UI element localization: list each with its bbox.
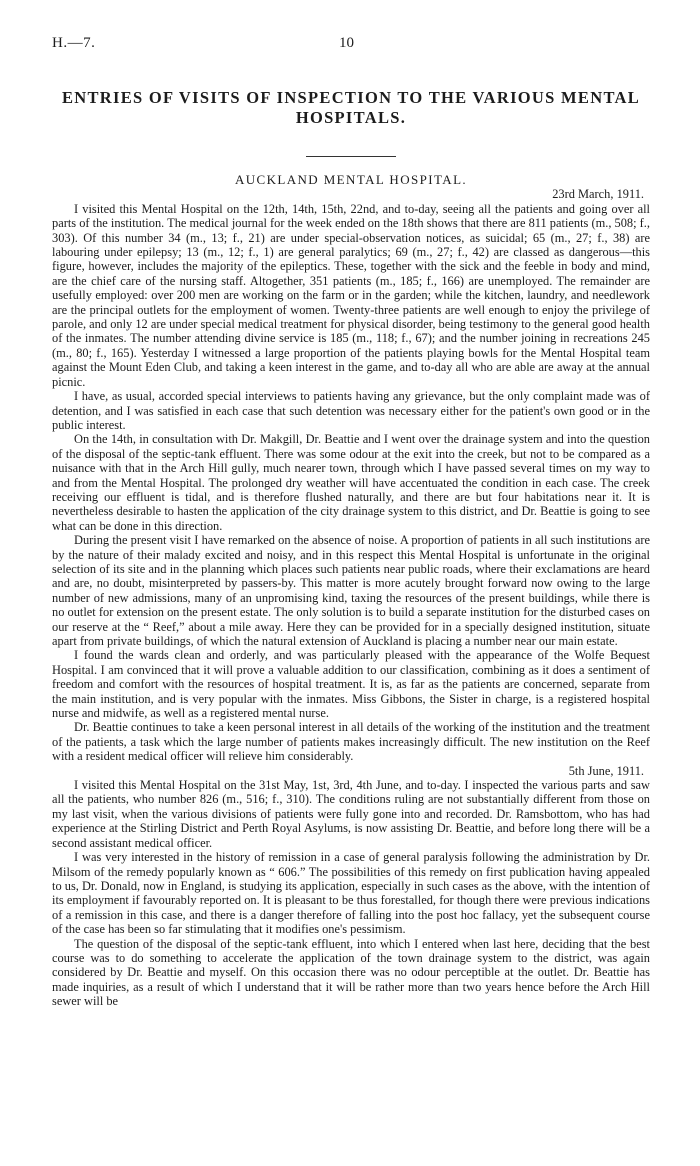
entry-2 (52, 764, 650, 1009)
paper-reference: H.—7. (52, 35, 96, 51)
paragraph: I was very interested in the history of remission in a case of general paralysis following the administration by Dr. Milsom of the remedy popularly known as “ 606.” The possibilities of this remedy on first publication having appealed to us, Dr. Donald, now in England, is studying its application, especially in such cases as the above, with the intention of its employment if favourably reported on. It is pleasant to be thus forestalled, for though there were previous indications of a remission in this case, and there is a danger therefore of falling into the post hoc fallacy, yet the subsequent course of the case has been so far stimulating that it modifies one's pessimism. (52, 850, 650, 937)
section-heading: AUCKLAND MENTAL HOSPITAL. (234, 172, 468, 187)
paragraph: I visited this Mental Hospital on the 31st May, 1st, 3rd, 4th June, and to-day. I inspected the various parts and saw all the patients, who number 826 (m., 516; f., 310). The conditions ruling are not substantially different from those on my last visit, when the various divisions of patients were fully gone into and recorded. Dr. Ramsbottom, who has had experience at the Stirling District and Perth Royal Asylums, is now assisting Dr. Beattie, and before long there will be a second assistant medical officer. (52, 778, 650, 850)
paragraph: The question of the disposal of the septic-tank effluent, into which I entered when last here, deciding that the best course was to do something to accelerate the application of the town drainage system to the district, was again considered by Dr. Beattie and myself. On this occasion there was no odour perceptible at the outlet. Dr. Beattie has made inquiries, as a result of which I understand that it will be rather more than two years hence before the Arch Hill sewer will be (52, 936, 650, 1009)
paragraph: I have, as usual, accorded special interviews to patients having any grievance, but the only complaint made was of detention, and I was satisfied in each case that such detention was necessary either for the patient's own good or in the public interest. (52, 389, 650, 432)
entry-date: 23rd March, 1911. (552, 187, 644, 202)
paragraph: I visited this Mental Hospital on the 12th, 14th, 15th, 22nd, and to-day, seeing all the patients and going over all parts of the institution. The medical journal for the week ended on the 18th shows that there are 811 patients (m., 508; f., 303). Of this number 34 (m., 13; f., 21) are under special-observation notices, as suicidal; 65 (m., 27; f., 38) are labouring under epilepsy; 13 (m., 12; f., 1) are general paralytics; 69 (m., 27; f., 42) are classed as dangerous—this figure, however, includes the majority of the epileptics. These, together with the sick and the feeble in body and mind, are the chief care of the nursing staff. Altogether, 351 patients (m., 185; f., 166) are unemployed. The remainder are usefully employed: over 200 men are working on the farm or in the garden; while the kitchen, laundry, and needlework are the principal outlets for the employment of women. Twenty-three patients are well enough to enjoy the privilege of parole, and only 12 are under special medical treatment for physical disorder, being testimony to the general good health of the inmates. The number attending divine service is 185 (m., 118; f., 67); and the number joining in recreations 245 (m., 80; f., 165). Yesterday I witnessed a large proportion of the patients playing bowls for the Mental Hospital team against the Mount Eden Club, and taking a keen interest in the game, and to-day all who are able are away at the annual picnic. (52, 201, 650, 389)
paragraph: During the present visit I have remarked on the absence of noise. A proportion of patients in all such institutions are by the nature of their malady excited and noisy, and in this respect this Mental Hospital is unfortunate in the original selection of its site and in the planning which places such patients near public roads, where their exclamations are heard and are, no doubt, misinterpreted by passers-by. This matter is more acutely brought forward now owing to the large number of new admissions, many of an unpromising kind, taxing the resources of the present buildings, while there is no outlet for extension on the present estate. The only solution is to build a separate institution for the disturbed cases on our reserve at the “ Reef,” about a mile away. Here they can be provided for in a specially designed institution, situate apart from private buildings, of which the natural extension of Auckland is placing a number near our main estate. (52, 533, 650, 648)
document-title: ENTRIES OF VISITS OF INSPECTION TO THE VARIOUS MENTAL HOSPITALS. (61, 88, 641, 127)
paragraph: On the 14th, in consultation with Dr. Makgill, Dr. Beattie and I went over the drainage system and into the question of the disposal of the septic-tank effluent. There was some odour at the exit into the creek, but not to be compared as a nuisance with that in the Arch Hill gully, much nearer town, through which I have passed several times on my way to and from the Mental Hospital. The prolonged dry weather will have accentuated the condition in each case. The creek receiving our effluent is tidal, and is therefore flushed naturally, and there are but four habitations near it. It is nevertheless desirable to hasten the application of the city drainage system to this district, and Dr. Beattie is going to see what can be done in this direction. (52, 432, 650, 533)
paragraph: Dr. Beattie continues to take a keen personal interest in all details of the working of the institution and the treatment of the patients, a task which the large number of patients makes increasingly difficult. The new institution on the Reef with a resident medical officer will relieve him considerably. (52, 720, 650, 764)
paragraph: I found the wards clean and orderly, and was particularly pleased with the appearance of the Wolfe Bequest Hospital. I am convinced that it will prove a valuable addition to our classification, combining as it does a sentiment of freedom and comfort with the resources of hospital treatment. It is, as far as the patients are concerned, separate from the main institution, and is very popular with the inmates. Miss Gibbons, the Sister in charge, is a registered hospital nurse and midwife, as well as a registered mental nurse. (52, 648, 650, 721)
entry-1 (52, 187, 650, 763)
title-divider (306, 156, 396, 157)
entry-date: 5th June, 1911. (568, 763, 644, 778)
page-header (52, 30, 650, 56)
page-number: 10 (339, 35, 354, 51)
